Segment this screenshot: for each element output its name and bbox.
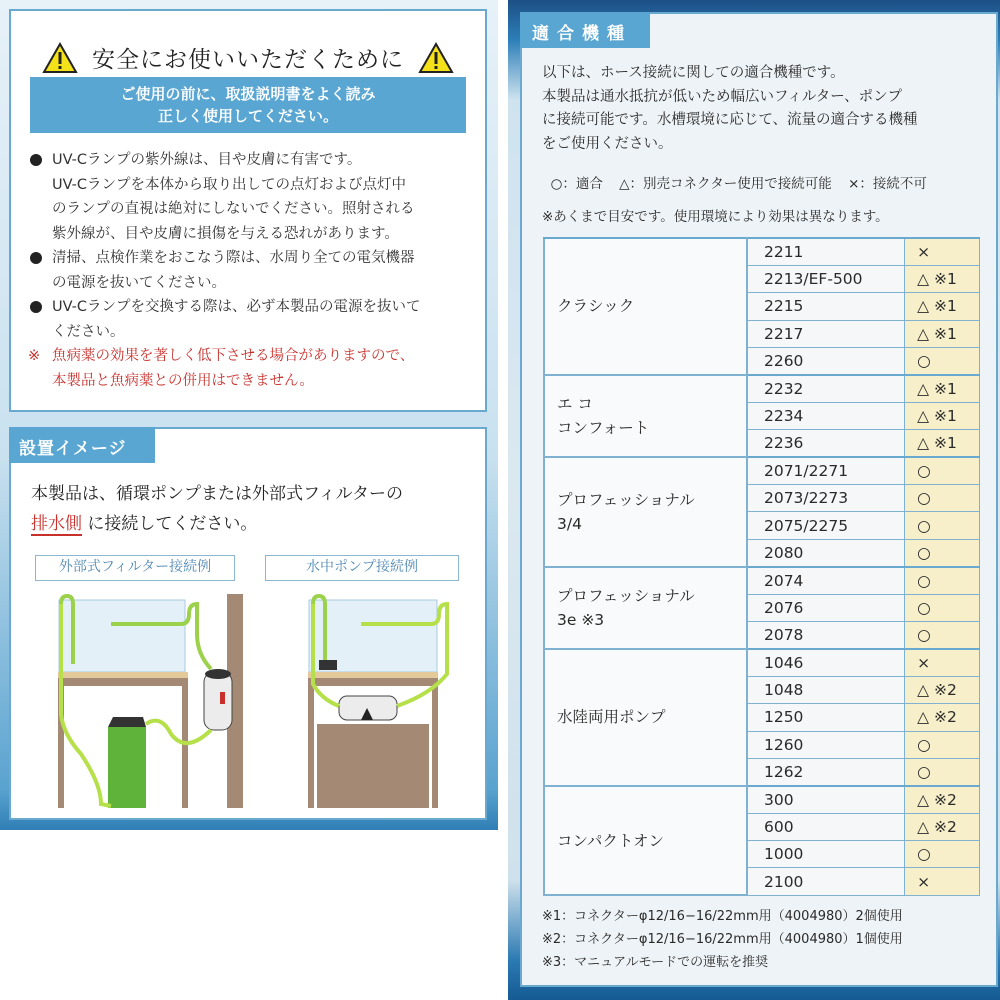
banner-line-2: 正しく使用してください。 <box>157 107 338 125</box>
bullet-text-line: UV-Cランプを交換する際は、必ず本製品の電源を抜いて <box>52 299 421 315</box>
install-text-line: に接続してください。 <box>87 514 258 534</box>
status-cell: ○ <box>905 594 980 621</box>
model-cell: 2211 <box>747 238 905 265</box>
model-cell: 2080 <box>747 539 905 566</box>
status-cell: × <box>905 868 980 895</box>
series-cell: プロフェッショナル 3e ※3 <box>544 567 747 649</box>
model-cell: 2078 <box>747 621 905 648</box>
status-cell: △ ※1 <box>905 265 980 292</box>
note-text-line: 魚病薬の効果を著しく低下させる場合がありますので、 <box>52 348 415 364</box>
status-cell: △ ※1 <box>905 375 980 402</box>
submersible-pump-example-label: 水中ポンプ接続例 <box>265 555 459 581</box>
compatibility-table <box>543 237 980 896</box>
installation-illustration <box>21 594 481 814</box>
safety-bullet <box>26 148 471 246</box>
warning-triangle-icon <box>42 42 78 74</box>
series-cell: プロフェッショナル 3/4 <box>544 457 747 567</box>
submersible-pump-diagram <box>308 596 447 808</box>
table-row <box>544 786 980 813</box>
legend-compatible: ○：適合 <box>550 176 603 192</box>
install-image-section <box>9 427 487 820</box>
model-cell: 2073/2273 <box>747 485 905 512</box>
bullet-text-line: UV-Cランプの紫外線は、目や皮膚に有害です。 <box>52 152 362 168</box>
status-cell: ○ <box>905 621 980 648</box>
safety-bullet <box>26 295 471 344</box>
status-cell: × <box>905 238 980 265</box>
bullet-text-line: の電源を抜いてください。 <box>52 274 226 291</box>
bullet-text-line: のランプの直視は絶対にしないでください。照射される <box>52 201 415 217</box>
status-cell: ○ <box>905 567 980 594</box>
install-instruction <box>31 479 481 539</box>
intro-line: 以下は、ホース接続に関しての適合機種です。 <box>542 65 845 81</box>
status-cell: ○ <box>905 457 980 484</box>
table-row <box>544 375 980 402</box>
series-cell: クラシック <box>544 238 747 375</box>
model-cell: 2074 <box>747 567 905 594</box>
status-cell: △ ※1 <box>905 320 980 347</box>
status-cell: ○ <box>905 758 980 785</box>
intro-line: に接続可能です。水槽環境に応じて、流量の適合する機種 <box>542 112 918 128</box>
model-cell: 2100 <box>747 868 905 895</box>
model-cell: 2213/EF-500 <box>747 265 905 292</box>
bullet-text-line: UV-Cランプを本体から取り出しての点灯および点灯中 <box>52 176 407 193</box>
read-manual-banner <box>30 77 466 133</box>
compatible-models-section <box>520 12 998 987</box>
legend-incompatible: ×：接続不可 <box>848 176 927 192</box>
install-section-tab: 設置イメージ <box>9 427 155 463</box>
status-cell: ○ <box>905 348 980 375</box>
model-cell: 1046 <box>747 649 905 676</box>
safety-bullet <box>26 246 471 295</box>
model-cell: 2234 <box>747 402 905 429</box>
safety-bullet-list <box>26 148 471 393</box>
model-cell: 1250 <box>747 704 905 731</box>
external-filter-diagram <box>58 594 243 808</box>
warning-triangle-icon <box>418 42 454 74</box>
status-cell: △ ※1 <box>905 293 980 320</box>
status-cell: × <box>905 649 980 676</box>
bullet-text-line: 清掃、点検作業をおこなう際は、水周り全ての電気機器 <box>52 250 415 266</box>
footnote: ※1：コネクターφ12/16−16/22mm用（4004980）2個使用 <box>542 909 903 924</box>
reference-mark: ※ <box>28 348 41 364</box>
status-cell: △ ※2 <box>905 704 980 731</box>
table-row <box>544 238 980 265</box>
footnotes <box>542 905 992 974</box>
status-cell: △ ※2 <box>905 786 980 813</box>
bullet-text-line: 紫外線が、目や皮膚に損傷を与える恐れがあります。 <box>52 225 399 242</box>
table-row <box>544 567 980 594</box>
model-cell: 2076 <box>747 594 905 621</box>
intro-line: 本製品は通水抵抗が低いため幅広いフィルター、ポンプ <box>542 88 903 105</box>
footnote: ※3：マニュアルモードでの運転を推奨 <box>542 955 769 970</box>
status-cell: △ ※2 <box>905 813 980 840</box>
status-cell: ○ <box>905 841 980 868</box>
model-cell: 2071/2271 <box>747 457 905 484</box>
model-cell: 1048 <box>747 676 905 703</box>
table-row <box>544 457 980 484</box>
symbol-legend <box>542 173 982 195</box>
status-cell: ○ <box>905 485 980 512</box>
model-cell: 2217 <box>747 320 905 347</box>
model-cell: 1260 <box>747 731 905 758</box>
series-cell: コンパクトオン <box>544 786 747 896</box>
caveat-note: ※あくまで目安です。使用環境により効果は異なります。 <box>542 209 889 225</box>
legend-connector-required: △：別売コネクター使用で接続可能 <box>619 176 832 192</box>
install-text-line: 本製品は、循環ポンプまたは外部式フィルターの <box>31 484 403 504</box>
status-cell: △ ※1 <box>905 430 980 457</box>
banner-line-1: ご使用の前に、取扱説明書をよく読み <box>120 85 376 103</box>
status-cell: △ ※1 <box>905 402 980 429</box>
status-cell: ○ <box>905 539 980 566</box>
model-cell: 2075/2275 <box>747 512 905 539</box>
model-cell: 1000 <box>747 841 905 868</box>
compat-intro <box>542 62 992 156</box>
external-filter-example-label: 外部式フィルター接続例 <box>35 555 235 581</box>
bullet-dot-icon <box>30 252 42 264</box>
status-cell: ○ <box>905 731 980 758</box>
series-cell: 水陸両用ポンプ <box>544 649 747 786</box>
bullet-text-line: ください。 <box>52 323 125 340</box>
bullet-dot-icon <box>30 301 42 313</box>
model-cell: 2236 <box>747 430 905 457</box>
intro-line: をご使用ください。 <box>542 135 673 152</box>
series-cell: エ コ コンフォート <box>544 375 747 457</box>
compat-section-tab: 適合機種 <box>520 12 650 48</box>
model-cell: 2232 <box>747 375 905 402</box>
status-cell: △ ※2 <box>905 676 980 703</box>
model-cell: 2215 <box>747 293 905 320</box>
safety-title-row <box>11 41 485 74</box>
model-cell: 300 <box>747 786 905 813</box>
footnote: ※2：コネクターφ12/16−16/22mm用（4004980）1個使用 <box>542 932 903 947</box>
table-row <box>544 649 980 676</box>
note-text-line: 本製品と魚病薬との併用はできません。 <box>52 372 314 389</box>
drain-side-emphasis: 排水側 <box>31 514 82 534</box>
safety-title: 安全にお使いいただくために <box>92 47 404 73</box>
bullet-dot-icon <box>30 154 42 166</box>
model-cell: 600 <box>747 813 905 840</box>
model-cell: 1262 <box>747 758 905 785</box>
model-cell: 2260 <box>747 348 905 375</box>
medication-warning-note <box>26 344 471 393</box>
status-cell: ○ <box>905 512 980 539</box>
